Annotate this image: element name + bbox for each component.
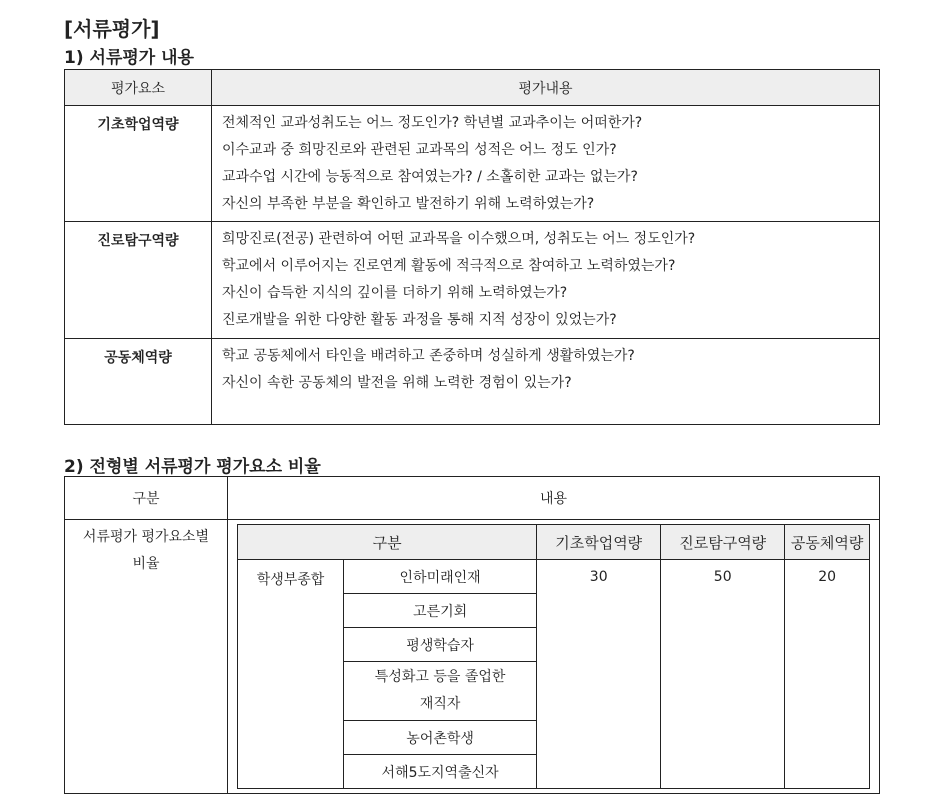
header-content: 평가내용 bbox=[212, 70, 880, 106]
header-element: 평가요소 bbox=[65, 70, 212, 106]
category-cell: 공동체역량 bbox=[65, 339, 212, 425]
admission-type-line: 재직자 bbox=[419, 696, 461, 712]
admission-type-line: 특성화고 등을 졸업한 bbox=[374, 669, 506, 685]
admission-type-cell: 인하미래인재 bbox=[344, 560, 537, 594]
content-line: 자신이 속한 공동체의 발전을 위해 노력한 경험이 있는가? bbox=[222, 375, 572, 391]
header-category: 구분 bbox=[65, 477, 228, 520]
row-label-line: 비율 bbox=[132, 556, 160, 572]
content-line: 전체적인 교과성취도는 어느 정도인가? 학년별 교과추이는 어떠한가? bbox=[222, 115, 643, 131]
admission-type-cell: 평생학습자 bbox=[344, 628, 537, 662]
inner-table-cell bbox=[228, 520, 880, 794]
admission-type-cell: 고른기회 bbox=[344, 594, 537, 628]
admission-type-cell: 서해5도지역출신자 bbox=[344, 755, 537, 789]
table-row bbox=[65, 520, 880, 794]
content-line: 희망진로(전공) 관련하여 어떤 교과목을 이수했으며, 성취도는 어느 정도인가? bbox=[222, 231, 696, 247]
content-line: 이수교과 중 희망진로와 관련된 교과목의 성적은 어느 정도 인가? bbox=[222, 142, 617, 158]
ratio-inner-table bbox=[237, 524, 870, 789]
table-header-row bbox=[65, 70, 880, 106]
inner-header-category: 구분 bbox=[238, 525, 537, 560]
section2-title: 2) 전형별 서류평가 평가요소 비율 bbox=[64, 457, 321, 477]
table-row bbox=[65, 339, 880, 425]
table-header-row bbox=[65, 477, 880, 520]
document-title: [서류평가] bbox=[64, 17, 160, 41]
table-row bbox=[65, 222, 880, 339]
admission-type-cell: 농어촌학생 bbox=[344, 721, 537, 755]
group-cell: 학생부종합 bbox=[238, 560, 344, 789]
career-ratio-cell: 50 bbox=[661, 560, 785, 789]
inner-header-row bbox=[238, 525, 870, 560]
inner-row bbox=[238, 560, 870, 594]
category-cell: 기초학업역량 bbox=[65, 106, 212, 222]
row-label-line: 서류평가 평가요소별 bbox=[82, 529, 210, 545]
category-cell: 진로탐구역량 bbox=[65, 222, 212, 339]
content-line: 교과수업 시간에 능동적으로 참여였는가? / 소홀히한 교과는 없는가? bbox=[222, 169, 638, 185]
content-line: 진로개발을 위한 다양한 활동 과정을 통해 지적 성장이 있었는가? bbox=[222, 312, 617, 328]
content-cell bbox=[212, 339, 880, 425]
row-label bbox=[65, 520, 228, 794]
content-line: 학교에서 이루어지는 진로연계 활동에 적극적으로 참여하고 노력하였는가? bbox=[222, 258, 676, 274]
community-ratio-cell: 20 bbox=[785, 560, 870, 789]
content-cell bbox=[212, 106, 880, 222]
table-row bbox=[65, 106, 880, 222]
header-content: 내용 bbox=[228, 477, 880, 520]
inner-header-career: 진로탐구역량 bbox=[661, 525, 785, 560]
content-line: 학교 공동체에서 타인을 배려하고 존중하며 성실하게 생활하였는가? bbox=[222, 348, 635, 364]
content-line: 자신이 습득한 지식의 깊이를 더하기 위해 노력하였는가? bbox=[222, 285, 568, 301]
inner-header-community: 공동체역량 bbox=[785, 525, 870, 560]
content-line: 자신의 부족한 부분을 확인하고 발전하기 위해 노력하였는가? bbox=[222, 196, 595, 212]
academic-ratio-cell: 30 bbox=[537, 560, 661, 789]
content-cell bbox=[212, 222, 880, 339]
evaluation-content-table bbox=[64, 69, 880, 425]
admission-type-cell bbox=[344, 662, 537, 721]
section1-title: 1) 서류평가 내용 bbox=[64, 48, 194, 68]
inner-header-academic: 기초학업역량 bbox=[537, 525, 661, 560]
ratio-table bbox=[64, 476, 880, 794]
